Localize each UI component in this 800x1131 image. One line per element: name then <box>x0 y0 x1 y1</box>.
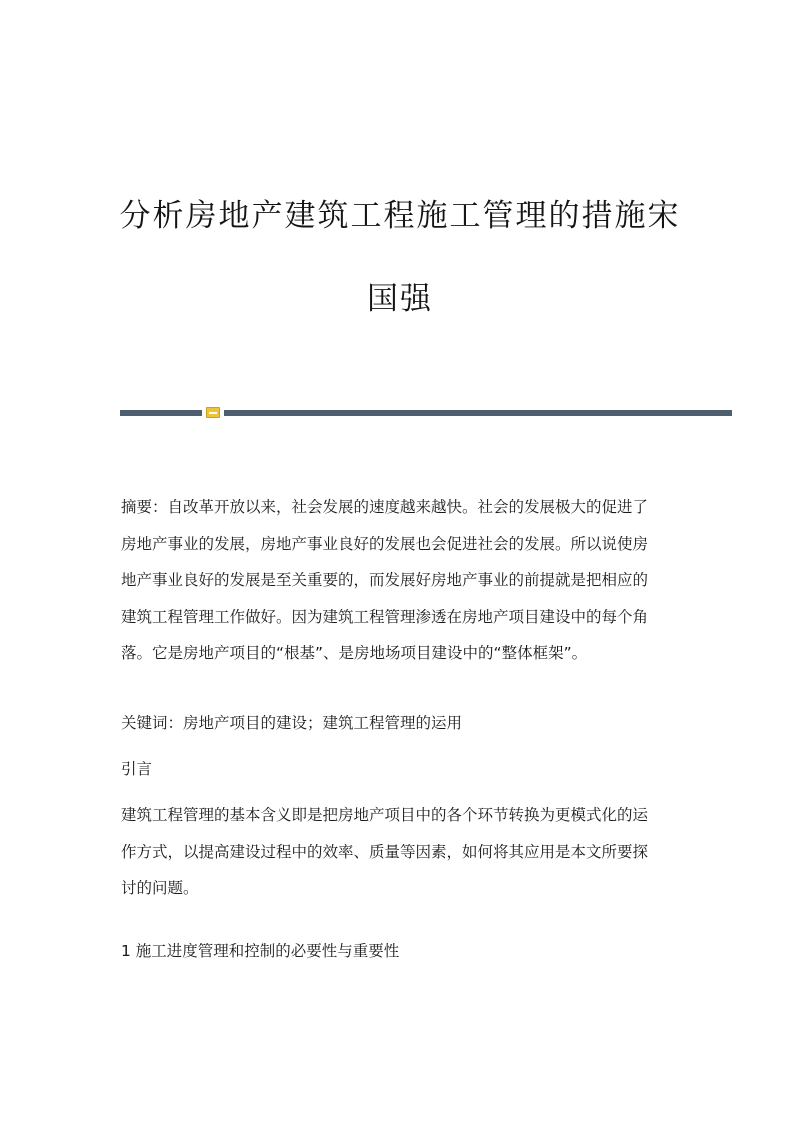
title-divider <box>120 407 732 419</box>
document-title-line-1: 分析房地产建筑工程施工管理的措施宋 <box>119 198 681 234</box>
keywords-paragraph <box>121 705 681 742</box>
divider-bar-right <box>224 410 732 416</box>
document-title-line-2: 国强 <box>367 281 433 317</box>
abstract-line: 落。它是房地产项目的“根基”、是房地场项目建设中的“整体框架”。 <box>121 644 588 662</box>
abstract-line: 地产事业良好的发展是至关重要的，而发展好房地产事业的前提就是把相应的 <box>121 571 649 589</box>
abstract-line: 房地产事业的发展，房地产事业良好的发展也会促进社会的发展。所以说使房 <box>121 534 649 553</box>
section-1-heading <box>121 933 681 970</box>
intro-heading-text: 引言 <box>121 760 153 778</box>
intro-paragraph <box>121 797 681 907</box>
divider-emblem-icon <box>206 407 220 418</box>
intro-line: 建筑工程管理的基本含义即是把房地产项目中的各个环节转换为更模式化的运 <box>121 806 649 824</box>
keywords-line: 关键词：房地产项目的建设；建筑工程管理的运用 <box>121 714 463 732</box>
abstract-line: 摘要：自改革开放以来，社会发展的速度越来越快。社会的发展极大的促进了 <box>121 498 649 516</box>
intro-line: 讨的问题。 <box>121 879 199 897</box>
abstract-line: 建筑工程管理工作做好。因为建筑工程管理渗透在房地产项目建设中的每个角 <box>121 607 649 626</box>
intro-line: 作方式，以提高建设过程中的效率、质量等因素，如何将其应用是本文所要探 <box>121 842 649 861</box>
section-1-heading-text: 1 施工进度管理和控制的必要性与重要性 <box>121 942 400 960</box>
abstract-paragraph <box>121 489 681 672</box>
divider-bar-left <box>120 410 202 416</box>
intro-heading <box>121 751 681 788</box>
